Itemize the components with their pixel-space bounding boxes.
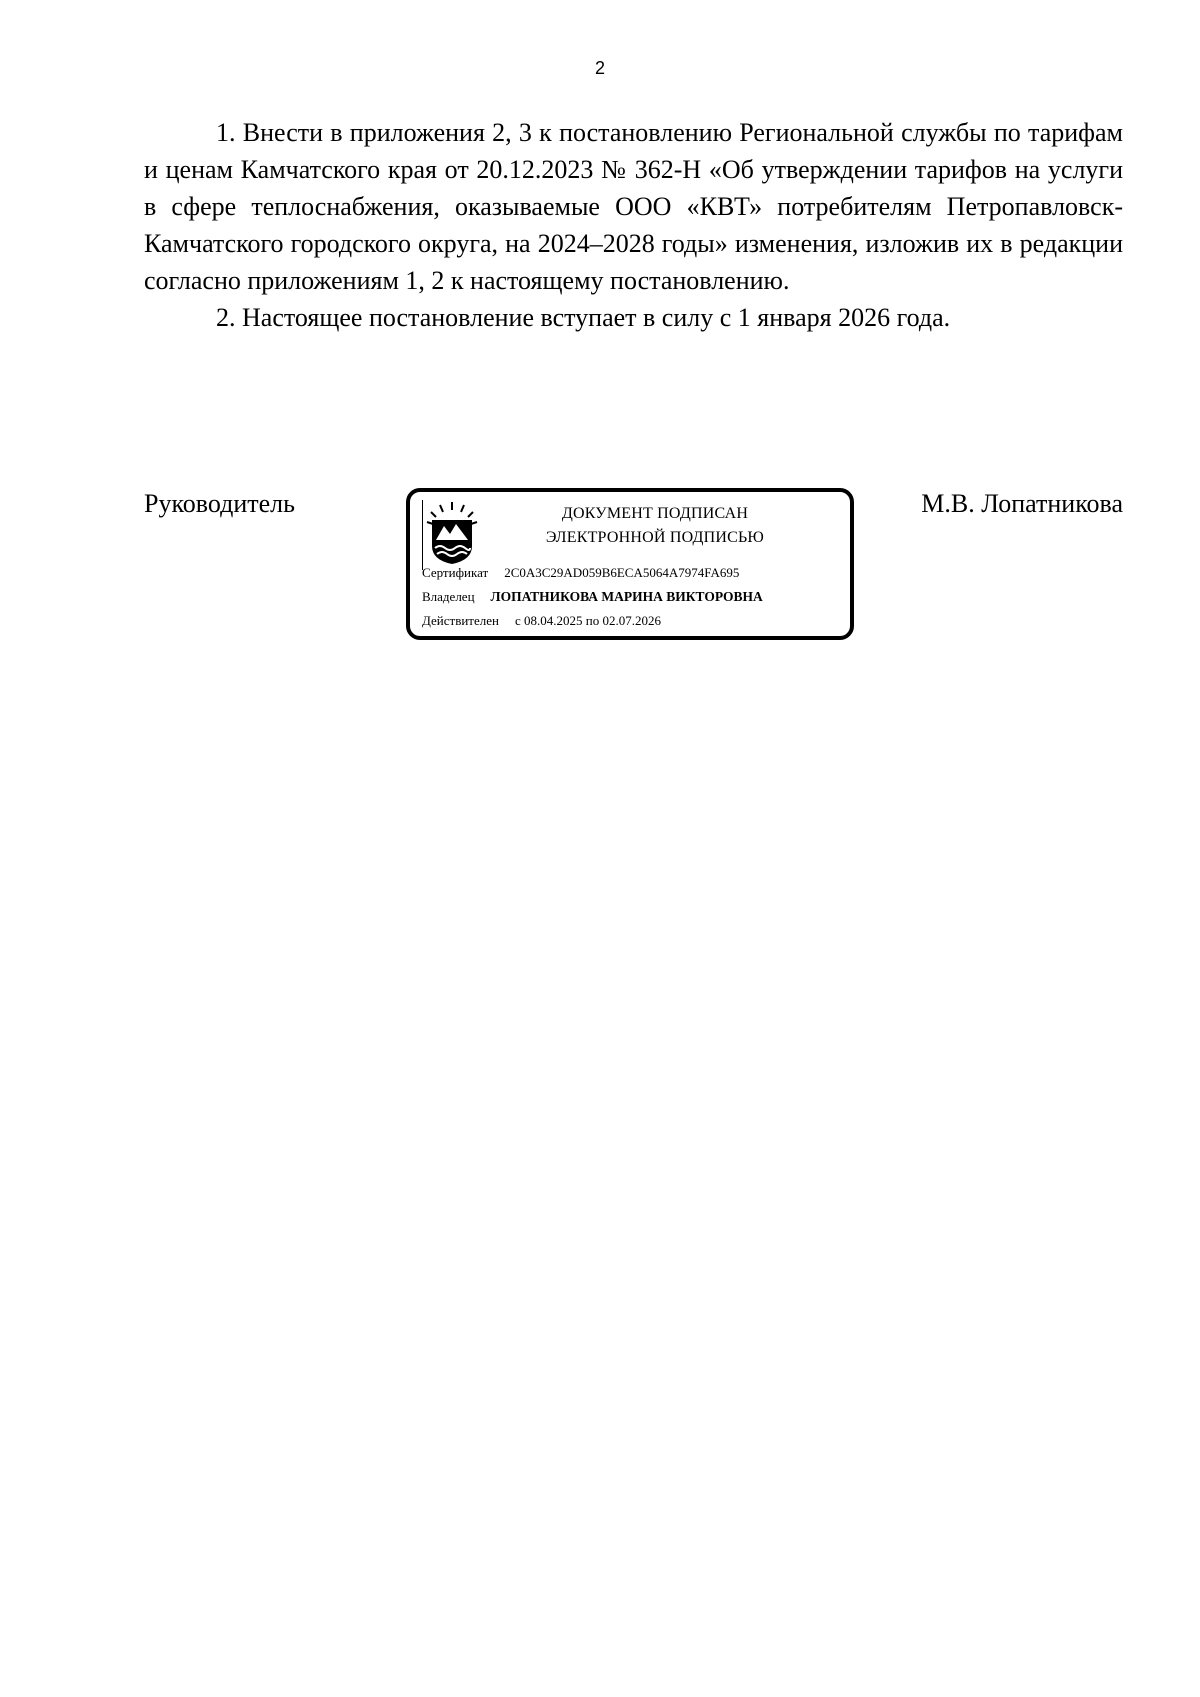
certificate-value: 2C0A3C29AD059B6ECA5064A7974FA695 xyxy=(504,565,740,580)
owner-label: Владелец xyxy=(422,589,475,604)
kamchatka-coat-of-arms-icon xyxy=(424,500,480,566)
signer-name: М.В. Лопатникова xyxy=(921,489,1123,518)
certificate-label: Сертификат xyxy=(422,565,489,580)
owner-value: ЛОПАТНИКОВА МАРИНА ВИКТОРОВНА xyxy=(490,589,763,604)
paragraph-effective-date: 2. Настоящее постановление вступает в силу с 1 января 2026 года. xyxy=(216,303,951,332)
paragraph-amendment: 1. Внести в приложения 2, 3 к постановлению Региональной службы по тарифам и ценам Камчатского края от 20.12.2023 № 362-Н «Об утверждении тарифов на услуги в сфере теплоснабжения, оказываемые ООО «КВТ» потребителям Петропавловск-Камчатского городского округа, на 2024–2028 годы» изменения, изложив их в редакции согласно приложениям 1, 2 к настоящему постановлению. xyxy=(144,118,1123,295)
electronic-signature-stamp xyxy=(406,488,854,640)
stamp-owner-row xyxy=(422,588,763,606)
document-body xyxy=(144,114,1123,336)
stamp-heading-line-1: ДОКУМЕНТ ПОДПИСАН xyxy=(561,505,749,522)
stamp-heading xyxy=(490,502,820,550)
valid-value: с 08.04.2025 по 02.07.2026 xyxy=(514,613,661,628)
stamp-certificate-row xyxy=(422,564,739,582)
signature-block xyxy=(144,488,1123,658)
signer-position: Руководитель xyxy=(144,489,295,518)
valid-label: Действителен xyxy=(422,613,499,628)
stamp-heading-line-2: ЭЛЕКТРОННОЙ ПОДПИСЬЮ xyxy=(545,529,765,546)
page-number: 2 xyxy=(594,58,605,78)
stamp-validity-row xyxy=(422,612,661,630)
stamp-divider xyxy=(422,500,423,570)
